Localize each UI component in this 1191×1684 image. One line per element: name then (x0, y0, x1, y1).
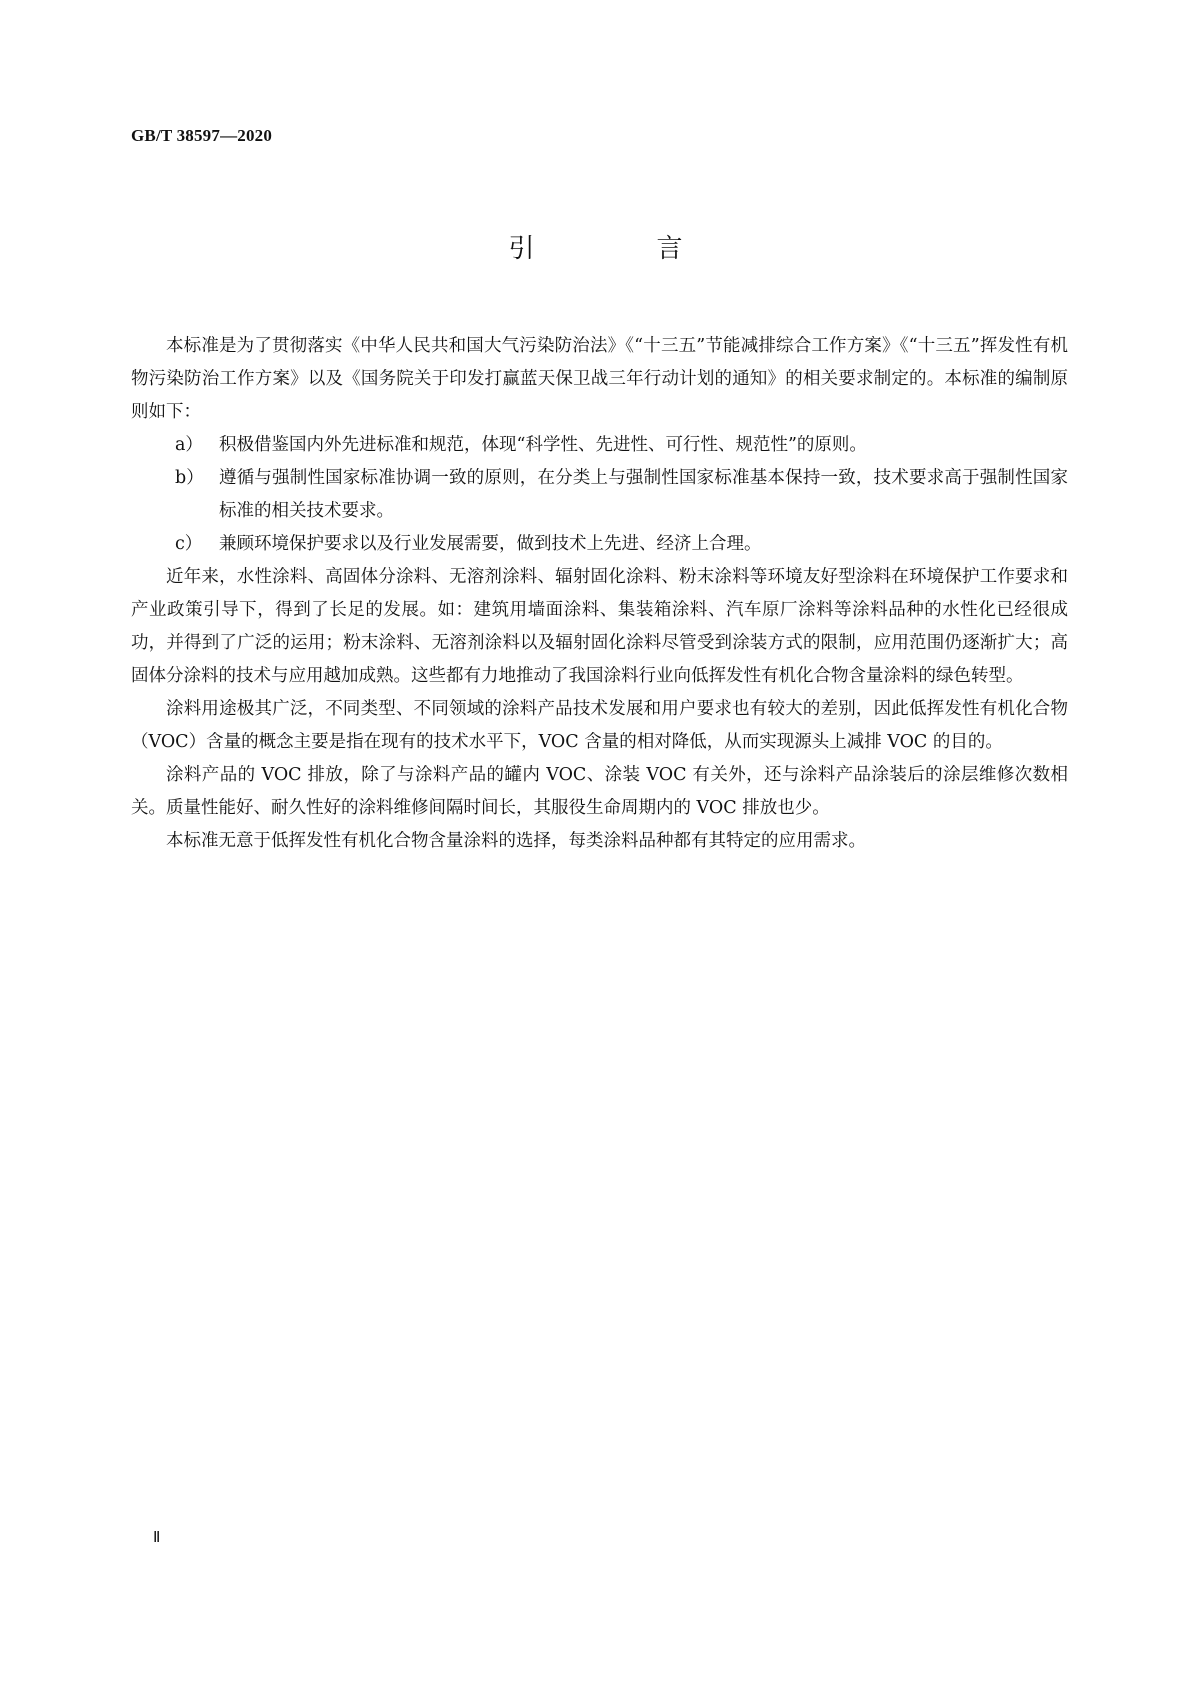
principle-text: 兼顾环境保护要求以及行业发展需要，做到技术上先进、经济上合理。 (219, 534, 762, 554)
intro-paragraph: 本标准是为了贯彻落实《中华人民共和国大气污染防治法》《“十三五”节能减排综合工作方案》《“十三五”挥发性有机物污染防治工作方案》以及《国务院关于印发打赢蓝天保卫战三年行动计划的通知》的相关要求制定的。本标准的编制原则如下： (131, 336, 1068, 422)
principle-item-c (131, 528, 1068, 561)
principle-text: 积极借鉴国内外先进标准和规范，体现“科学性、先进性、可行性、规范性”的原则。 (219, 435, 867, 455)
principle-text: 遵循与强制性国家标准协调一致的原则，在分类上与强制性国家标准基本保持一致，技术要求高于强制性国家标准的相关技术要求。 (219, 468, 1068, 521)
body-paragraph: 涂料用途极其广泛，不同类型、不同领域的涂料产品技术发展和用户要求也有较大的差别，因此低挥发性有机化合物（VOC）含量的概念主要是指在现有的技术水平下，VOC 含量的相对降低，从而实现源头上减排 VOC 的目的。 (131, 699, 1068, 752)
principle-item-a (131, 429, 1068, 462)
body-paragraph: 近年来，水性涂料、高固体分涂料、无溶剂涂料、辐射固化涂料、粉末涂料等环境友好型涂料在环境保护工作要求和产业政策引导下，得到了长足的发展。如：建筑用墙面涂料、集装箱涂料、汽车原厂涂料等涂料品种的水性化已经很成功，并得到了广泛的运用；粉末涂料、无溶剂涂料以及辐射固化涂料尽管受到涂装方式的限制，应用范围仍逐渐扩大；高固体分涂料的技术与应用越加成熟。这些都有力地推动了我国涂料行业向低挥发性有机化合物含量涂料的绿色转型。 (131, 567, 1068, 686)
standard-code: GB/T 38597—2020 (131, 126, 273, 145)
page-title: 引 言 (508, 234, 731, 264)
principle-item-b (131, 462, 1068, 528)
list-marker: a） (175, 435, 203, 455)
list-marker: b） (175, 468, 204, 488)
document-body (131, 330, 1068, 858)
body-paragraph: 涂料产品的 VOC 排放，除了与涂料产品的罐内 VOC、涂装 VOC 有关外，还与涂料产品涂装后的涂层维修次数相关。质量性能好、耐久性好的涂料维修间隔时间长，其服役生命周期内的 VOC 排放也少。 (131, 765, 1068, 818)
list-marker: c） (175, 534, 203, 554)
body-paragraph: 本标准无意于低挥发性有机化合物含量涂料的选择，每类涂料品种都有其特定的应用需求。 (166, 831, 866, 851)
page-number: Ⅱ (153, 1530, 161, 1546)
